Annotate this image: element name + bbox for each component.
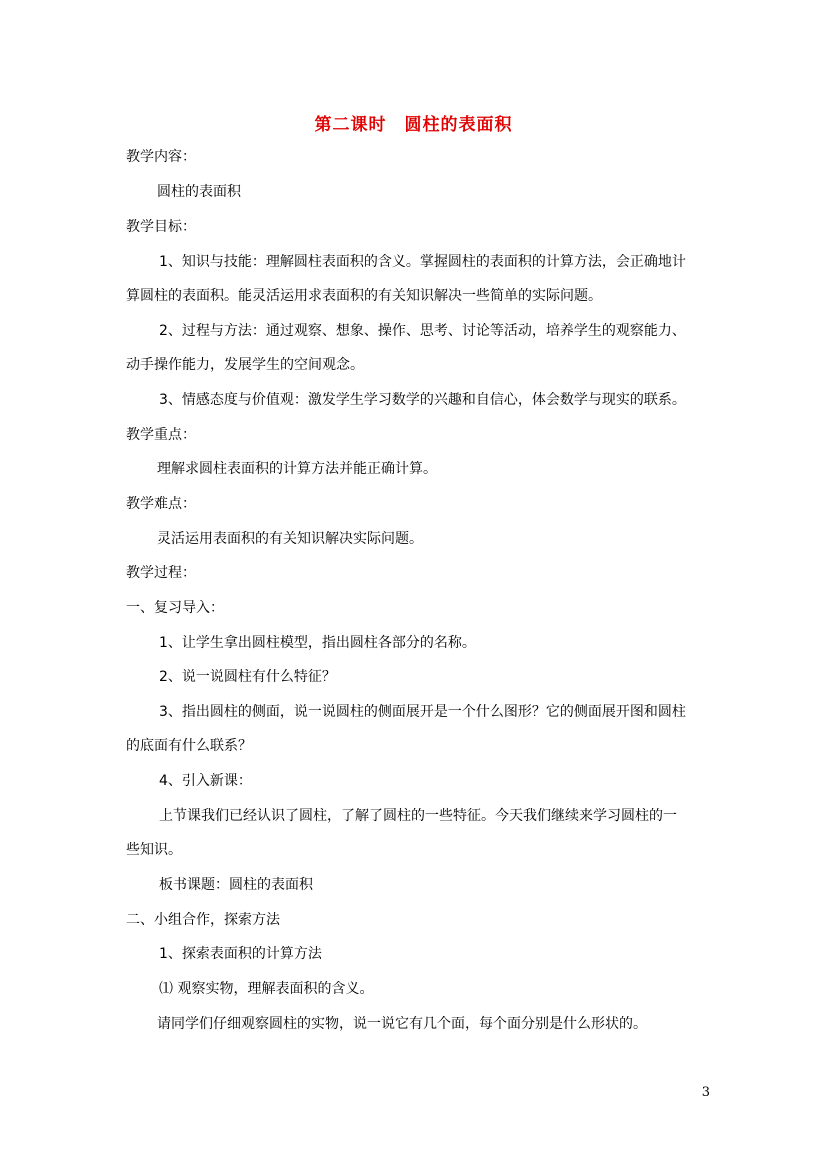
paragraph-line: 4、引入新课：: [159, 773, 252, 789]
paragraph-line: 圆柱的表面积: [157, 184, 241, 200]
paragraph-line: 请同学们仔细观察圆柱的实物，说一说它有几个面，每个面分别是什么形状的。: [157, 1016, 647, 1032]
paragraph-line: 灵活运用表面积的有关知识解决实际问题。: [157, 531, 423, 547]
heading-teaching-process: 教学过程：: [126, 565, 196, 581]
document-title: 第二课时 圆柱的表面积: [314, 115, 513, 135]
page-number: 3: [701, 1085, 710, 1100]
paragraph-line: 动手操作能力，发展学生的空间观念。: [126, 357, 364, 373]
paragraph-line: 1、探索表面积的计算方法: [159, 946, 322, 962]
paragraph-line: 板书课题：圆柱的表面积: [159, 877, 313, 893]
section-heading: 二、小组合作，探索方法: [126, 912, 280, 928]
heading-teaching-content: 教学内容：: [126, 149, 196, 165]
paragraph-line: ⑴ 观察实物，理解表面积的含义。: [159, 981, 374, 997]
paragraph-line: 1、知识与技能：理解圆柱表面积的含义。掌握圆柱的表面积的计算方法，会正确地计: [159, 254, 686, 270]
paragraph-line: 的底面有什么联系？: [126, 738, 252, 754]
paragraph-line: 2、说一说圆柱有什么特征？: [159, 669, 336, 685]
paragraph-line: 理解求圆柱表面积的计算方法并能正确计算。: [157, 461, 437, 477]
paragraph-line: 3、情感态度与价值观：激发学生学习数学的兴趣和自信心，体会数学与现实的联系。: [159, 392, 686, 408]
paragraph-line: 1、让学生拿出圆柱模型，指出圆柱各部分的名称。: [159, 635, 476, 651]
heading-key-points: 教学重点：: [126, 427, 196, 443]
paragraph-line: 上节课我们已经认识了圆柱，了解了圆柱的一些特征。今天我们继续来学习圆柱的一: [159, 808, 677, 824]
paragraph-line: 2、过程与方法：通过观察、想象、操作、思考、讨论等活动，培养学生的观察能力、: [159, 323, 686, 339]
paragraph-line: 些知识。: [126, 842, 182, 858]
heading-difficulties: 教学难点：: [126, 496, 196, 512]
section-heading: 一、复习导入：: [126, 600, 224, 616]
paragraph-line: 3、指出圆柱的侧面，说一说圆柱的侧面展开是一个什么图形？它的侧面展开图和圆柱: [159, 704, 686, 720]
heading-teaching-goals: 教学目标：: [126, 219, 196, 235]
paragraph-line: 算圆柱的表面积。能灵活运用求表面积的有关知识解决一些简单的实际问题。: [126, 288, 602, 304]
